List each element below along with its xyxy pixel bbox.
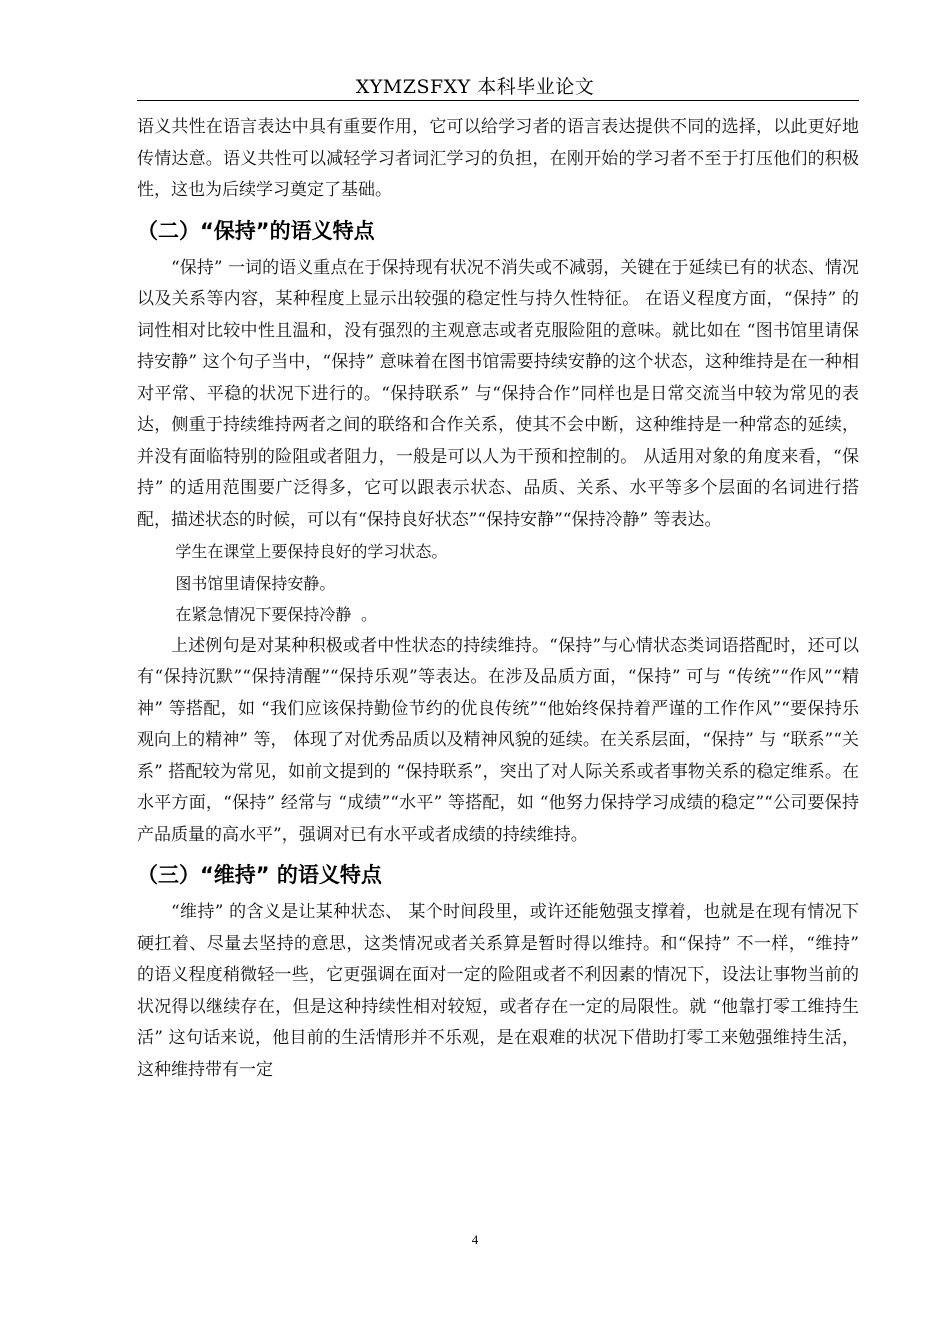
section-heading-3: （三）“维持” 的语义特点	[137, 863, 382, 887]
section-heading-2: （二）“保持”的语义特点	[137, 218, 375, 243]
paragraph-baochi-collocation: 上述例句是对某种积极或者中性状态的持续维持。“保持”与心情状态类词语搭配时，还可以有“保持沉默”“保持清醒”“保持乐观”等表达。在涉及品质方面，“保持” 可与 “传统”“作风”“精神” 等搭配，如 “我们应该保持勤俭节约的优良传统”“他始终保持着严谨的工作作风”“要保持乐观向上的精神” 等， 体现了对优秀品质以及精神风貌的延续。在关系层面，“保持” 与 “联系”“关系” 搭配较为常见，如前文提到的 “保持联系”，突出了对人际关系或者事物关系的稳定维系。在水平方面，“保持” 经常与 “成绩”“水平” 等搭配，如 “他努力保持学习成绩的稳定”“公司要保持产品质量的高水平”，强调对已有水平或者成绩的持续维持。	[137, 635, 859, 845]
paragraph-weichi: “维持” 的含义是让某种状态、 某个时间段里，或许还能勉强支撑着，也就是在现有情况下硬扛着、尽量去坚持的意思，这类情况或者关系算是暂时得以维持。和“保持” 不一样，“维持” 的语义程度稍微轻一些，它更强调在面对一定的险阻或者不利因素的情况下，设法让事物当前的状况得以继续存在，但是这种持续性相对较短，或者存在一定的局限性。就 “他靠打零工维持生活” 这句话来说，他目前的生活情形并不乐观，是在艰难的状况下借助打零工来勉强维持生活，这种维持带有一定	[137, 902, 859, 1080]
example-sentence-1: 学生在课堂上要保持良好的学习状态。	[175, 542, 448, 561]
header-rule	[137, 100, 859, 101]
page-number: 4	[471, 1232, 479, 1247]
example-sentence-3: 在紧急情况下要保持冷静 。	[175, 605, 378, 624]
paragraph-intro: 语义共性在语言表达中具有重要作用，它可以给学习者的语言表达提供不同的选择，以此更好地传情达意。语义共性可以减轻学习者词汇学习的负担，在刚开始的学习者不至于打压他们的积极性，这也为后续学习奠定了基础。	[137, 117, 859, 200]
paragraph-baochi: “保持” 一词的语义重点在于保持现有状况不消失或不减弱，关键在于延续已有的状态、情况以及关系等内容，某种程度上显示出较强的稳定性与持久性特征。 在语义程度方面，“保持” 的词性相对比较中性且温和，没有强烈的主观意志或者克服险阻的意味。就比如在 “图书馆里请保持安静” 这个句子当中，“保持” 意味着在图书馆需要持续安静的这个状态，这种维持是在一种相对平常、平稳的状况下进行的。“保持联系” 与“保持合作”同样也是日常交流当中较为常见的表达，侧重于持续维持两者之间的联络和合作关系，使其不会中断，这种维持是一种常态的延续，并没有面临特别的险阻或者阻力，一般是可以人为干预和控制的。 从适用对象的角度来看，“保持” 的适用范围要广泛得多，它可以跟表示状态、品质、关系、水平等多个层面的名词进行搭配，描述状态的时候，可以有“保持良好状态”“保持安静”“保持冷静” 等表达。	[137, 257, 859, 530]
example-sentence-2: 图书馆里请保持安静。	[175, 573, 336, 593]
body-text	[137, 112, 859, 1086]
page-header: XYMZSFXY 本科毕业论文	[355, 76, 595, 98]
